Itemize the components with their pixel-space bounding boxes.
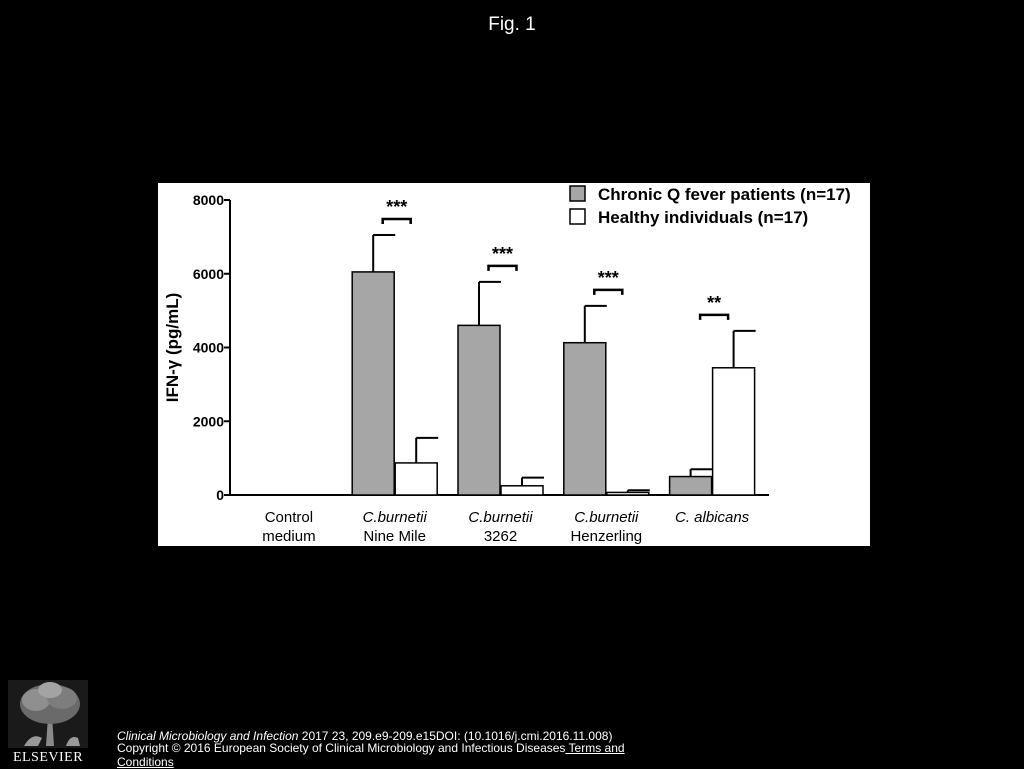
bar xyxy=(607,492,649,495)
significance-label: *** xyxy=(598,268,619,288)
y-tick-label: 0 xyxy=(216,487,224,503)
x-tick-label: C.burnetii xyxy=(363,509,428,526)
x-tick-label: Henzerling xyxy=(570,528,642,545)
bar xyxy=(713,368,755,495)
x-tick-label: C.burnetii xyxy=(468,509,533,526)
bar xyxy=(501,486,543,495)
y-tick-label: 4000 xyxy=(193,340,224,356)
y-axis-label: IFN-γ (pg/mL) xyxy=(163,293,182,403)
elsevier-logo xyxy=(8,680,88,768)
significance-bracket xyxy=(383,219,411,224)
y-tick-label: 2000 xyxy=(193,413,224,429)
significance-bracket xyxy=(700,315,728,320)
bar xyxy=(352,272,394,495)
bar xyxy=(395,463,437,495)
significance-label: ** xyxy=(707,293,721,313)
bar xyxy=(670,477,712,495)
chart-panel xyxy=(158,183,870,546)
legend-swatch xyxy=(570,209,585,224)
elsevier-tree-icon xyxy=(8,680,88,748)
significance-bracket xyxy=(489,266,517,271)
significance-label: *** xyxy=(492,244,513,264)
x-tick-label: 3262 xyxy=(484,528,517,545)
terms-link[interactable]: Terms and Conditions xyxy=(117,741,625,769)
bar xyxy=(564,343,606,495)
y-tick-label: 6000 xyxy=(193,266,224,282)
journal-name: Clinical Microbiology and Infection xyxy=(117,729,298,743)
significance-label: *** xyxy=(386,197,407,217)
legend-swatch xyxy=(570,186,585,201)
citation-details: 2017 23, 209.e9-209.e15DOI: (10.1016/j.cmi.2016.11.008) xyxy=(298,729,612,743)
legend-label: Healthy individuals (n=17) xyxy=(598,208,808,227)
elsevier-wordmark: ELSEVIER xyxy=(8,750,88,766)
bar-chart xyxy=(158,183,870,546)
bar xyxy=(458,325,500,495)
y-tick-label: 8000 xyxy=(193,192,224,208)
figure-title: Fig. 1 xyxy=(0,14,1024,36)
x-tick-label: C. albicans xyxy=(675,509,750,526)
copyright xyxy=(117,741,677,769)
x-tick-label: medium xyxy=(262,528,315,545)
x-tick-label: C.burnetii xyxy=(574,509,639,526)
x-tick-label: Control xyxy=(265,509,313,526)
x-tick-label: Nine Mile xyxy=(363,528,426,545)
legend-label: Chronic Q fever patients (n=17) xyxy=(598,185,851,204)
significance-bracket xyxy=(594,290,622,295)
copyright-text: Copyright © 2016 European Society of Clinical Microbiology and Infectious Diseases xyxy=(117,741,565,755)
